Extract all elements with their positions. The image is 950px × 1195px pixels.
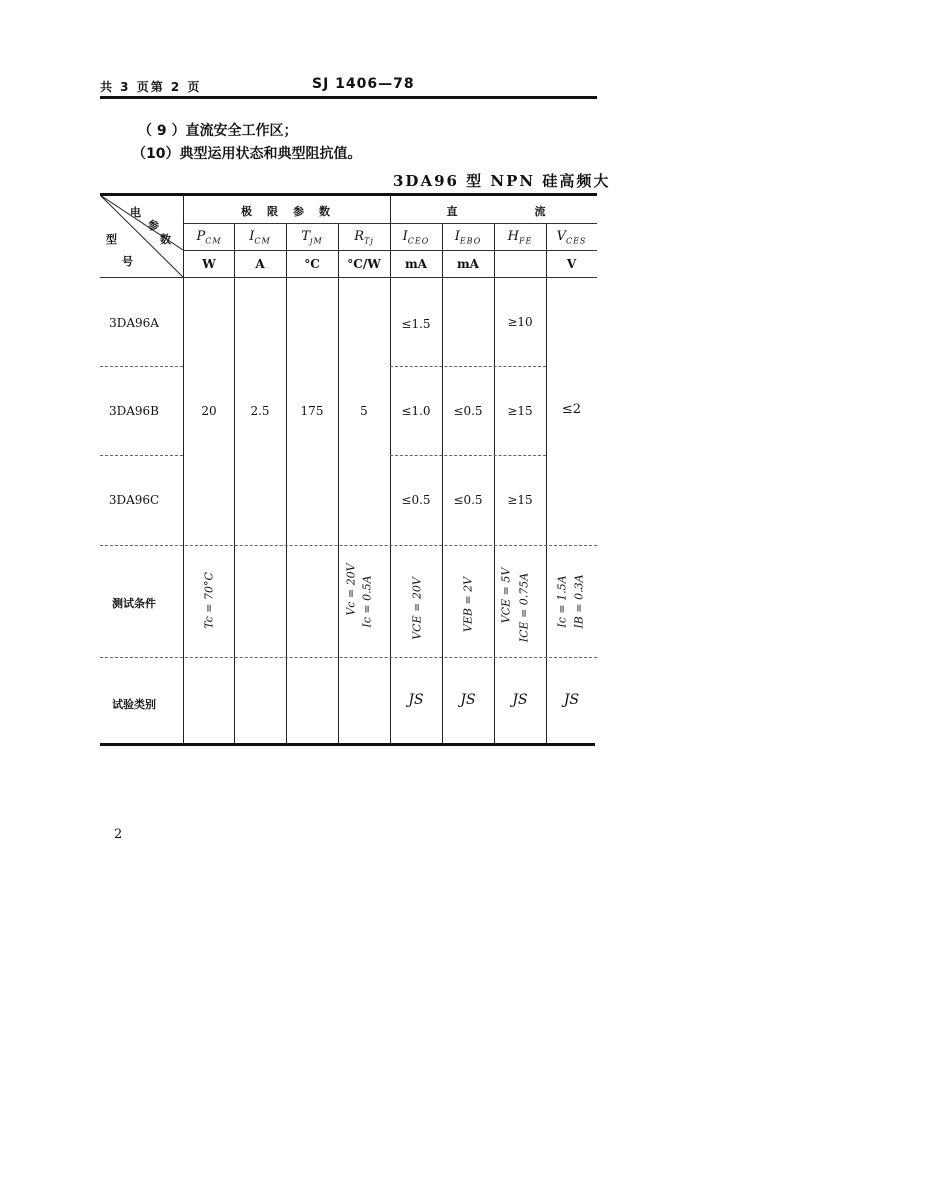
table-divider bbox=[338, 223, 339, 744]
param-rtj bbox=[338, 229, 390, 246]
cond-vces-1: Ic = 1.5A bbox=[555, 575, 569, 628]
value-tjm: 175 bbox=[300, 404, 324, 418]
table-divider bbox=[494, 223, 495, 744]
param-symbol: T bbox=[301, 229, 310, 244]
cond-pcm: Tc = 70°C bbox=[202, 572, 216, 629]
param-symbol: I bbox=[249, 229, 255, 244]
param-subscript: Tj bbox=[363, 236, 374, 246]
param-pcm bbox=[183, 229, 235, 246]
model-3da96c: 3DA96C bbox=[108, 493, 160, 507]
param-symbol: V bbox=[556, 229, 566, 244]
test-category-label: 试验类别 bbox=[112, 698, 156, 711]
unit-iceo: mA bbox=[404, 257, 427, 271]
value-pcm: 20 bbox=[201, 404, 217, 418]
value-iebo-b: ≤0.5 bbox=[453, 404, 483, 418]
unit-vces: V bbox=[566, 257, 577, 271]
cond-rtj-1: Vc = 20V bbox=[344, 563, 358, 616]
param-vces bbox=[546, 229, 597, 246]
unit-rtj: °C/W bbox=[347, 257, 381, 271]
model-3da96b: 3DA96B bbox=[108, 404, 159, 418]
param-subscript: FE bbox=[518, 236, 533, 246]
header-rule bbox=[100, 96, 597, 99]
test-conditions-label: 测试条件 bbox=[112, 597, 156, 610]
page-number: 2 bbox=[114, 827, 123, 842]
corner-label-xing: 型 bbox=[106, 233, 117, 246]
unit-tjm: °C bbox=[304, 257, 320, 271]
group-dc-left: 直 bbox=[446, 205, 458, 218]
table-title: 3DA96 型 NPN 硅高频大 bbox=[393, 172, 611, 190]
cond-iceo: VCE = 20V bbox=[410, 577, 424, 640]
list-item-10: （10）典型运用状态和典型阻抗值。 bbox=[132, 146, 362, 162]
table-bottom-rule bbox=[100, 743, 595, 746]
corner-label-hao: 号 bbox=[122, 255, 133, 268]
list-item-9: （ 9 ）直流安全工作区； bbox=[138, 123, 298, 139]
row-divider bbox=[390, 455, 546, 456]
param-hfe bbox=[494, 229, 546, 246]
table-divider bbox=[183, 250, 597, 251]
table-divider bbox=[286, 223, 287, 744]
cond-vces-2: IB = 0.3A bbox=[572, 574, 586, 629]
table-divider bbox=[183, 223, 597, 224]
corner-label-shu: 数 bbox=[160, 233, 171, 246]
param-symbol: H bbox=[507, 229, 519, 244]
cond-hfe-2: ICE = 0.75A bbox=[517, 572, 531, 643]
unit-pcm: W bbox=[202, 257, 216, 271]
page-count-label: 共 3 页第 2 页 bbox=[100, 80, 202, 94]
unit-icm: A bbox=[255, 257, 265, 271]
category-vces: JS bbox=[563, 692, 580, 708]
param-subscript: CM bbox=[254, 236, 271, 246]
table-divider bbox=[546, 223, 547, 744]
unit-iebo: mA bbox=[456, 257, 479, 271]
value-hfe-a: ≥10 bbox=[507, 315, 533, 329]
value-vces: ≤2 bbox=[561, 402, 582, 417]
cond-rtj-2: Ic = 0.5A bbox=[360, 575, 374, 628]
value-hfe-c: ≥15 bbox=[507, 493, 533, 507]
param-symbol: R bbox=[354, 229, 364, 244]
value-hfe-b: ≥15 bbox=[507, 404, 533, 418]
param-subscript: CEO bbox=[407, 236, 430, 246]
param-iceo bbox=[390, 229, 442, 246]
group-limit-params: 极 限 参 数 bbox=[241, 205, 332, 218]
param-iebo bbox=[442, 229, 494, 246]
value-iceo-a: ≤1.5 bbox=[401, 317, 431, 331]
param-subscript: CM bbox=[205, 236, 222, 246]
value-iebo-c: ≤0.5 bbox=[453, 493, 483, 507]
corner-label-dian: 电 bbox=[130, 206, 141, 219]
param-icm bbox=[234, 229, 286, 246]
value-iceo-c: ≤0.5 bbox=[401, 493, 431, 507]
param-subscript: EBO bbox=[459, 236, 482, 246]
group-dc-right: 流 bbox=[534, 205, 546, 218]
param-symbol: I bbox=[454, 229, 460, 244]
table-divider bbox=[442, 223, 443, 744]
row-divider bbox=[100, 455, 183, 456]
row-divider bbox=[100, 366, 183, 367]
corner-label-can: 参 bbox=[148, 219, 159, 232]
param-tjm bbox=[286, 229, 338, 246]
value-rtj: 5 bbox=[360, 404, 368, 418]
category-iebo: JS bbox=[460, 692, 476, 708]
cond-iebo: VEB = 2V bbox=[461, 576, 475, 633]
row-divider bbox=[390, 366, 546, 367]
category-hfe: JS bbox=[512, 692, 528, 708]
model-3da96a: 3DA96A bbox=[109, 316, 159, 330]
param-subscript: CES bbox=[565, 236, 587, 246]
value-icm: 2.5 bbox=[250, 404, 270, 418]
param-symbol: P bbox=[196, 229, 206, 244]
table-divider bbox=[234, 223, 235, 744]
param-symbol: I bbox=[402, 229, 408, 244]
cond-hfe-1: VCE = 5V bbox=[499, 567, 513, 624]
category-iceo: JS bbox=[408, 692, 424, 708]
value-iceo-b: ≤1.0 bbox=[401, 404, 431, 418]
standard-number: SJ 1406—78 bbox=[312, 76, 415, 92]
param-subscript: jM bbox=[310, 236, 323, 246]
